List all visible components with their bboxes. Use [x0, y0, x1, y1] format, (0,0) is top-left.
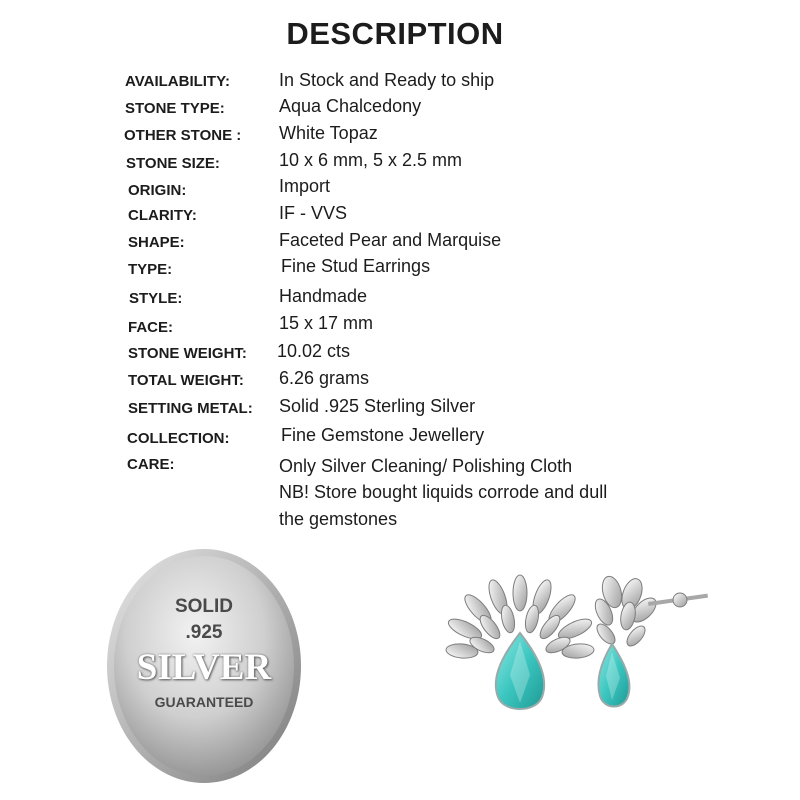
spec-label: COLLECTION:	[127, 430, 230, 447]
spec-label: TYPE:	[128, 261, 173, 278]
spec-label: ORIGIN:	[128, 182, 187, 199]
spec-value: Solid .925 Sterling Silver	[279, 396, 476, 416]
spec-label: OTHER STONE :	[124, 127, 242, 144]
spec-value: 10.02 cts	[277, 341, 351, 361]
silver-guarantee-badge	[106, 548, 302, 784]
spec-label: FACE:	[128, 319, 173, 336]
care-line: the gemstones	[279, 509, 398, 529]
spec-label: STONE SIZE:	[126, 155, 220, 172]
badge-line-guaranteed: GUARANTEED	[154, 694, 254, 710]
spec-value: Fine Gemstone Jewellery	[281, 425, 485, 445]
spec-label: STYLE:	[129, 290, 183, 307]
spec-label: STONE TYPE:	[125, 100, 225, 117]
spec-value: 10 x 6 mm, 5 x 2.5 mm	[279, 150, 463, 170]
spec-value: Faceted Pear and Marquise	[279, 230, 502, 250]
badge-line-925: .925	[185, 622, 223, 643]
spec-label: TOTAL WEIGHT:	[128, 372, 244, 389]
badge-line-solid: SOLID	[174, 596, 234, 617]
spec-label: CLARITY:	[128, 207, 197, 224]
spec-value: Import	[279, 176, 331, 196]
earrings-image	[410, 560, 710, 775]
badge-line-silver: SILVER	[136, 647, 272, 688]
spec-label: AVAILABILITY:	[125, 73, 230, 90]
spec-value: Handmade	[279, 286, 368, 306]
spec-value: 15 x 17 mm	[279, 313, 374, 333]
spec-value: Aqua Chalcedony	[279, 96, 422, 116]
spec-value: White Topaz	[279, 123, 378, 143]
spec-label: SETTING METAL:	[128, 400, 253, 417]
spec-label: CARE:	[127, 456, 175, 473]
spec-value: Fine Stud Earrings	[281, 256, 431, 276]
page-title: DESCRIPTION	[286, 16, 504, 51]
care-line: NB! Store bought liquids corrode and dull	[279, 482, 608, 502]
spec-value: IF - VVS	[279, 203, 348, 223]
spec-value: In Stock and Ready to ship	[279, 70, 495, 90]
care-line: Only Silver Cleaning/ Polishing Cloth	[279, 456, 573, 476]
spec-value: 6.26 grams	[279, 368, 370, 388]
spec-label: SHAPE:	[128, 234, 185, 251]
earrings-icon	[410, 560, 710, 770]
spec-label: STONE WEIGHT:	[128, 345, 247, 362]
